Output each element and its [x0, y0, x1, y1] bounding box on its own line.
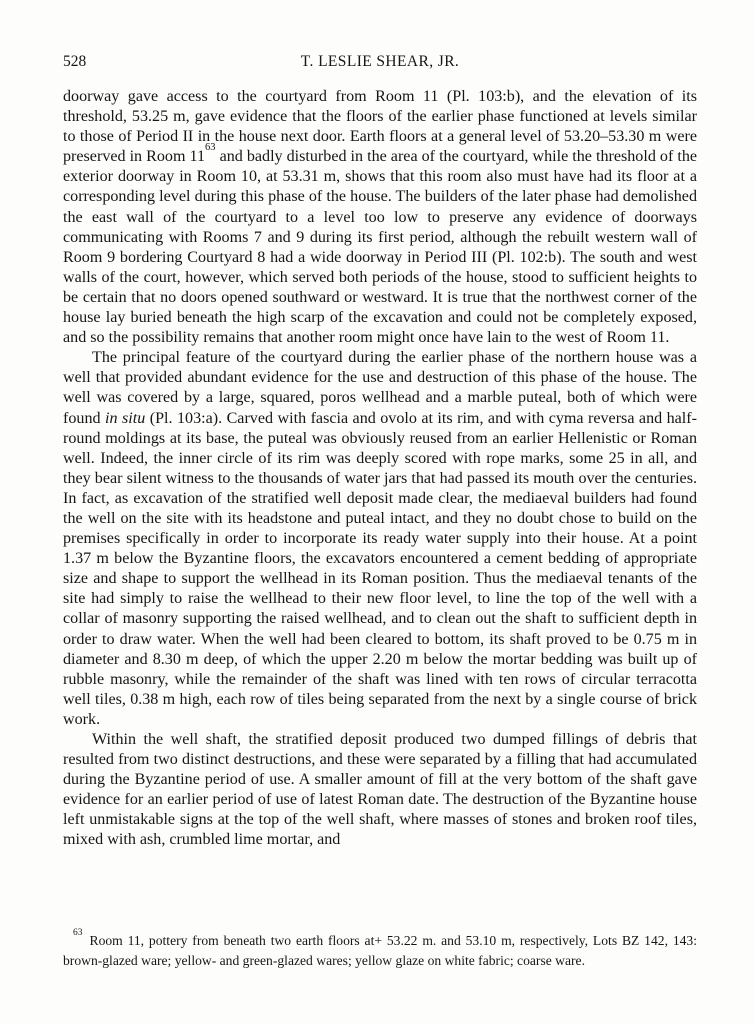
paragraph-text: The principal feature of the courtyard during the earlier phase of the northern house was a well that provided abundant evidence for the use and destruction of this phase of the house. The well was covered by a large, squared, poros wellhead and a marble puteal, both of which were found [63, 349, 697, 427]
paragraph-well-shaft [63, 730, 697, 851]
article-body [63, 87, 697, 851]
paragraph-text: Within the well shaft, the stratified deposit produced two dumped fillings of debris that resulted from two distinct destructions, and these were separated by a filling that had accumulated during the Byzantine period of use. A smaller amount of fill at the very bottom of the shaft gave evidence for an earlier period of use of latest Roman date. The destruction of the Byzantine house left unmistakable signs at the top of the well shaft, where masses of stones and broken roof tiles, mixed with ash, crumbled lime mortar, and [63, 731, 697, 849]
paragraph-well [63, 348, 697, 730]
paragraph-text: and badly disturbed in the area of the courtyard, while the threshold of the exterior doorway in Room 10, at 53.31 m, shows that this room also must have had its floor at a corresponding level during this phase of the house. The builders of the later phase had demolished the east wall of the courtyard to a level too low to preserve any evidence of doorways communicating with Rooms 7 and 9 during its first period, although the rebuilt western wall of Room 9 bordering Courtyard 8 had a wide doorway in Period III (Pl. 102:b). The south and west walls of the court, however, which served both periods of the house, stood to sufficient heights to be certain that no doors opened southward or westward. It is true that the northwest corner of the house lay buried beneath the high scarp of the excavation and could not be completely exposed, and so the possibility remains that another room might once have lain to the west of Room 11. [63, 148, 698, 347]
latin-phrase-in-situ: in situ [105, 409, 146, 427]
footnote-text: Room 11, pottery from beneath two earth floors at+ 53.22 m. and 53.10 m, respectively, Lots BZ 142, 143: brown-glazed ware; yellow- and green-glazed wares; yellow glaze on white fabric; coarse ware. [63, 933, 697, 968]
footnote-number: 63 [73, 928, 83, 939]
page-number: 528 [63, 53, 87, 70]
footnote-reference-63: 63 [205, 141, 216, 153]
paragraph-text: (Pl. 103:a). Carved with fascia and ovolo at its rim, and with cyma reversa and half-round moldings at its base, the puteal was obviously reused from an earlier Hellenistic or Roman well. Indeed, the inner circle of its rim was deeply scored with rope marks, some 25 in all, and they bear silent witness to the thousands of water jars that had passed its mouth over the centuries. In fact, as excavation of the stratified well deposit made clear, the mediaeval builders had found the well on the site with its headstone and puteal intact, and they no doubt chose to build on the premises specifically in order to incorporate its ready water supply into their house. At a point 1.37 m below the Byzantine floors, the excavators encountered a cement bedding of appropriate size and shape to support the wellhead in its Roman position. Thus the mediaeval tenants of the site had simply to raise the wellhead to their new floor level, to line the top of the well with a collar of masonry supporting the raised wellhead, and to clean out the shaft to sufficient depth in order to draw water. When the well had been cleared to bottom, its shaft proved to be 0.75 m in diameter and 8.30 m deep, of which the upper 2.20 m below the mortar bedding was built up of rubble masonry, while the remainder of the shaft was lined with ten rows of circular terracotta well tiles, 0.38 m high, each row of tiles being separated from the next by a single course of brick work. [63, 409, 697, 728]
footnote-63 [63, 928, 697, 970]
paragraph-doorway [63, 87, 697, 348]
running-title: T. LESLIE SHEAR, JR. [300, 53, 460, 70]
running-head [63, 53, 697, 73]
paragraph-text: doorway gave access to the courtyard from Room 11 (Pl. 103:b), and the elevation of its threshold, 53.25 m, gave evidence that the floors of the earlier phase functioned at levels similar to those of Period II in the house next door. Earth floors at a general level of 53.20–53.30 m were preserved in Room 11 [63, 88, 697, 166]
